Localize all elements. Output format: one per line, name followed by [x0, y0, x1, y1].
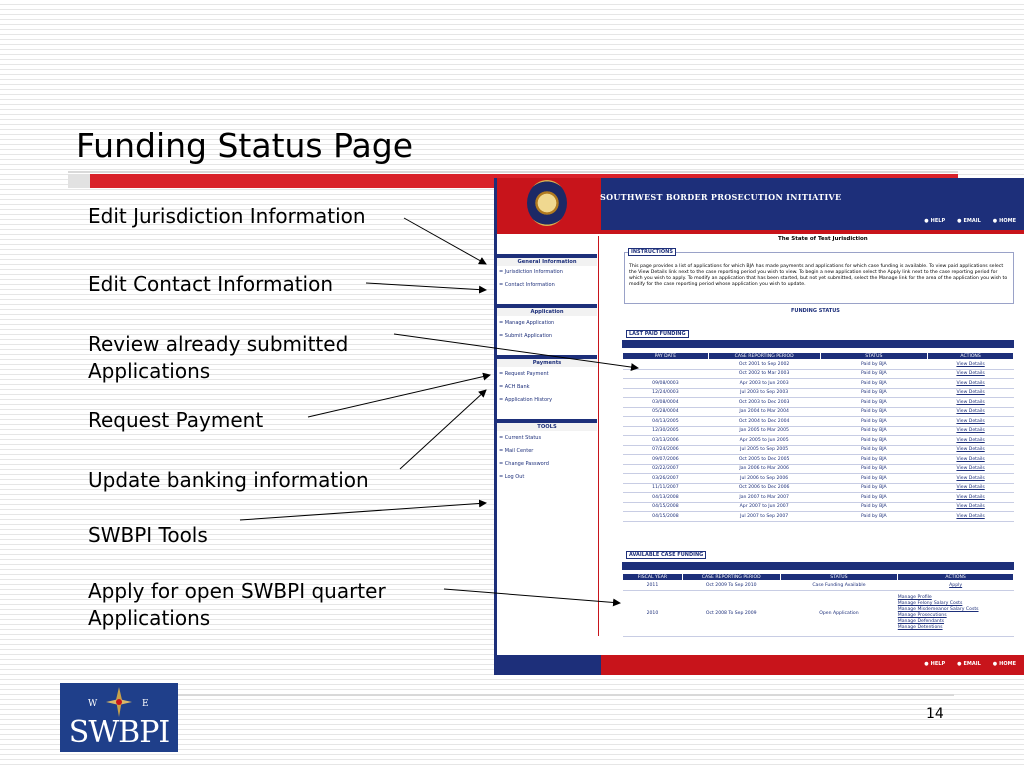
bullet-swbpi-tools: SWBPI Tools [88, 523, 208, 547]
view-details-link[interactable]: View Details [928, 398, 1014, 408]
arrow-tools [240, 503, 486, 520]
avail-year: 2010 [623, 590, 683, 636]
view-details-link[interactable]: View Details [928, 426, 1014, 436]
avail-status: Open Application [780, 590, 898, 636]
swbpi-logo [60, 683, 178, 752]
status-cell: Paid by BJA [820, 474, 928, 484]
nav-help[interactable]: ● HELP [924, 218, 945, 224]
sidebar-heading-tools: TOOLS [497, 419, 597, 431]
pay-date-cell: 04/15/2008 [623, 502, 709, 512]
arrow-request-payment [308, 375, 490, 417]
view-details-link[interactable]: View Details [928, 483, 1014, 493]
available-label: AVAILABLE CASE FUNDING [626, 551, 706, 559]
sidebar-item-change-password[interactable]: = Change Password [499, 461, 549, 467]
col-status: STATUS [820, 353, 928, 360]
compass-icon [106, 687, 132, 717]
pay-date-cell: 05/28/0004 [623, 407, 709, 417]
view-details-link[interactable]: View Details [928, 445, 1014, 455]
manage-misdemeanor-link[interactable]: Manage Misdemeanor Salary Costs [897, 607, 979, 612]
case-period-cell: Jul 2005 to Sep 2005 [708, 445, 820, 455]
pay-date-cell: 03/08/0004 [623, 398, 709, 408]
bullet-edit-jurisdiction: Edit Jurisdiction Information [88, 204, 366, 228]
pay-date-cell: 04/15/2008 [623, 512, 709, 522]
pay-date-cell: 02/22/2007 [623, 464, 709, 474]
page-number: 14 [926, 706, 944, 722]
view-details-link[interactable]: View Details [928, 388, 1014, 398]
view-details-link[interactable]: View Details [928, 436, 1014, 446]
sidebar-item-request-payment[interactable]: = Request Payment [499, 371, 549, 377]
col-case-period: CASE REPORTING PERIOD [708, 353, 820, 360]
status-cell: Paid by BJA [820, 379, 928, 389]
sidebar-item-application-history[interactable]: = Application History [499, 397, 552, 403]
view-details-link[interactable]: View Details [928, 379, 1014, 389]
case-period-cell: Jan 2004 to Mar 2004 [708, 407, 820, 417]
view-details-link[interactable]: View Details [928, 474, 1014, 484]
case-period-cell: Apr 2007 to Jun 2007 [708, 502, 820, 512]
status-cell: Paid by BJA [820, 493, 928, 503]
manage-prosecutions-link[interactable]: Manage Prosecutions [897, 613, 947, 618]
sidebar-item-ach-bank[interactable]: = ACH Bank [499, 384, 530, 390]
footer-divider [68, 694, 954, 696]
arrow-review [394, 334, 638, 368]
pay-date-cell: 12/30/2005 [623, 426, 709, 436]
col-avail-period: CASE REPORTING PERIOD [682, 574, 780, 581]
sidebar-heading-application: Application [497, 304, 597, 316]
sidebar-item-jurisdiction[interactable]: = Jurisdiction Information [499, 269, 563, 275]
instructions-text: This page provides a list of applications for which BJA has made payments and applications for which case funding is available. To view paid applications select the View Details link next to the case reporting period you wish to view. To begin a new application select the Apply link next to the case reporting period for which you wish to apply. To modify an application that has been started, but not yet submitted, select the Manage link for the area of the application you wish to modify for the case reporting period whose application you wish to update. [629, 264, 1008, 287]
logo-letter-w: W [88, 699, 98, 709]
status-cell: Paid by BJA [820, 455, 928, 465]
sidebar-item-mail-center[interactable]: = Mail Center [499, 448, 533, 454]
view-details-link[interactable]: View Details [928, 502, 1014, 512]
slide-title: Funding Status Page [76, 126, 414, 165]
case-period-cell: Oct 2002 to Mar 2003 [708, 369, 820, 379]
pay-date-cell: 04/13/2008 [623, 493, 709, 503]
funding-status-title: FUNDING STATUS [791, 308, 840, 314]
status-cell: Paid by BJA [820, 512, 928, 522]
manage-defendants-link[interactable]: Manage Defendants [897, 619, 945, 624]
sidebar-item-contact[interactable]: = Contact Information [499, 282, 555, 288]
col-actions: ACTIONS [928, 353, 1014, 360]
case-period-cell: Oct 2003 to Dec 2003 [708, 398, 820, 408]
avail-status: Case Funding Available [780, 581, 898, 591]
status-cell: Paid by BJA [820, 445, 928, 455]
case-period-cell: Jul 2003 to Sep 2003 [708, 388, 820, 398]
apply-link[interactable]: Apply [898, 581, 1014, 591]
view-details-link[interactable]: View Details [928, 455, 1014, 465]
status-cell: Paid by BJA [820, 360, 928, 370]
instructions-label: INSTRUCTIONS [628, 248, 676, 256]
status-cell: Paid by BJA [820, 426, 928, 436]
col-avail-actions: ACTIONS [898, 574, 1014, 581]
view-details-link[interactable]: View Details [928, 360, 1014, 370]
nav-home[interactable]: ● HOME [993, 218, 1016, 224]
col-avail-status: STATUS [780, 574, 898, 581]
arrow-apply [444, 589, 620, 603]
col-fiscal-year: FISCAL YEAR [623, 574, 683, 581]
col-pay-date: PAY DATE [623, 353, 709, 360]
last-paid-label: LAST PAID FUNDING [626, 330, 689, 338]
view-details-link[interactable]: View Details [928, 369, 1014, 379]
sidebar-heading-general: General Information [497, 254, 597, 266]
status-cell: Paid by BJA [820, 483, 928, 493]
status-cell: Paid by BJA [820, 417, 928, 427]
sidebar-heading-payments: Payments [497, 355, 597, 367]
pay-date-cell: 04/13/2005 [623, 417, 709, 427]
pay-date-cell: 11/11/2007 [623, 483, 709, 493]
pay-date-cell: 03/13/2006 [623, 436, 709, 446]
view-details-link[interactable]: View Details [928, 417, 1014, 427]
sidebar-item-log-out[interactable]: = Log Out [499, 474, 524, 480]
bullet-apply-open-2: Applications [88, 606, 211, 630]
nav-email[interactable]: ● EMAIL [957, 218, 981, 224]
case-period-cell: Jul 2007 to Sep 2007 [708, 512, 820, 522]
footer-help[interactable]: ● HELP [924, 661, 945, 667]
footer-email[interactable]: ● EMAIL [957, 661, 981, 667]
case-period-cell: Oct 2004 to Dec 2004 [708, 417, 820, 427]
status-cell: Paid by BJA [820, 464, 928, 474]
sidebar-item-manage-application[interactable]: = Manage Application [499, 320, 554, 326]
bullet-review-submitted-2: Applications [88, 359, 211, 383]
manage-detentions-link[interactable]: Manage Detentions [897, 625, 943, 630]
pay-date-cell: 09/08/0003 [623, 379, 709, 389]
case-period-cell: Jan 2005 to Mar 2005 [708, 426, 820, 436]
sidebar-item-current-status[interactable]: = Current Status [499, 435, 541, 441]
view-details-link[interactable]: View Details [928, 464, 1014, 474]
pay-date-cell: 07/24/2006 [623, 445, 709, 455]
case-period-cell: Jan 2007 to Mar 2007 [708, 493, 820, 503]
manage-profile-link[interactable]: Manage Profile [897, 595, 932, 600]
status-cell: Paid by BJA [820, 388, 928, 398]
avail-year: 2011 [623, 581, 683, 591]
case-period-cell: Oct 2001 to Sep 2002 [708, 360, 820, 370]
view-details-link[interactable]: View Details [928, 493, 1014, 503]
logo-letter-e: E [142, 699, 149, 709]
jurisdiction-title: The State of Test Jurisdiction [778, 236, 868, 242]
bullet-apply-open: Apply for open SWBPI quarter [88, 579, 386, 603]
logo-text: SWBPI [68, 715, 170, 750]
arrow-contact [366, 283, 486, 290]
view-details-link[interactable]: View Details [928, 407, 1014, 417]
avail-period: Oct 2009 To Sep 2010 [682, 581, 780, 591]
case-period-cell: Apr 2005 to Jun 2005 [708, 436, 820, 446]
case-period-cell: Jul 2006 to Sep 2006 [708, 474, 820, 484]
bullet-edit-contact: Edit Contact Information [88, 272, 334, 296]
status-cell: Paid by BJA [820, 407, 928, 417]
arrow-jurisdiction [404, 218, 486, 264]
view-details-link[interactable]: View Details [928, 512, 1014, 522]
case-period-cell: Jan 2006 to Mar 2006 [708, 464, 820, 474]
case-period-cell: Oct 2006 to Dec 2006 [708, 483, 820, 493]
avail-period: Oct 2008 To Sep 2009 [682, 590, 780, 636]
sidebar-item-submit-application[interactable]: = Submit Application [499, 333, 552, 339]
status-cell: Paid by BJA [820, 398, 928, 408]
pay-date-cell: 12/24/0003 [623, 388, 709, 398]
bullet-review-submitted: Review already submitted [88, 332, 349, 356]
status-cell: Paid by BJA [820, 369, 928, 379]
footer-home[interactable]: ● HOME [993, 661, 1016, 667]
bullet-update-banking: Update banking information [88, 468, 369, 492]
arrow-banking [400, 390, 486, 469]
status-cell: Paid by BJA [820, 436, 928, 446]
manage-felony-link[interactable]: Manage Felony Salary Costs [897, 601, 963, 606]
bullet-request-payment: Request Payment [88, 408, 264, 432]
case-period-cell: Oct 2005 to Dec 2005 [708, 455, 820, 465]
app-header-title: SOUTHWEST BORDER PROSECUTION INITIATIVE [600, 192, 842, 202]
status-cell: Paid by BJA [820, 502, 928, 512]
case-period-cell: Apr 2003 to Jun 2003 [708, 379, 820, 389]
pay-date-cell: 09/07/2006 [623, 455, 709, 465]
pay-date-cell: 03/26/2007 [623, 474, 709, 484]
